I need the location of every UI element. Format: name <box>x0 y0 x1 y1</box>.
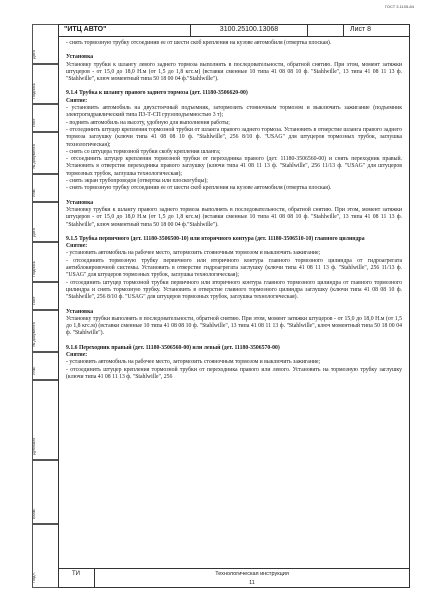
document-code: ТИ <box>58 569 95 588</box>
paragraph-spacer <box>66 193 402 200</box>
stamp-label: № документа <box>31 322 36 347</box>
stamp-cell <box>32 242 58 282</box>
stamp-label: Изм. <box>31 188 36 197</box>
stamp-label: Лист <box>31 118 36 127</box>
paragraph: Установку трубки к шлангу левого заднего тормоза выполнять в последовательности, обратной снятию. При этом, момент затяжки штуцеров - от 15,0 до 18,0 Н.м (от 1,5 до 1,8 кгс.м) (вставки сменные 10 типа 41 08 08 10 ф. "Stahlwille", 13 типа 41 08 11 13 ф. "Stahlwille", ключ моментный типа 50 18 00 04 ф."Stahlwille"). <box>66 61 402 83</box>
stamp-label: Подпись <box>31 261 36 277</box>
version-cell <box>308 24 344 36</box>
stamp-cell <box>32 524 58 588</box>
stamp-label: Дата <box>31 50 36 59</box>
paragraph: - установить автомобиль на рабочее место, затормозить стояночным тормозом и выключить зажигание; <box>66 359 321 366</box>
sheet-number: Лист 8 <box>350 26 372 33</box>
paragraph: - отсоединить тормозную трубку первичного или вторичного контура главного тормозного цилиндра от гидроагрегата антиблокировочной системы. Установить в отверстие гидроагрегата заглушку (ключи типа 41 08 11 13 ф. "Stahlwille", 256 11/13 ф. "USAG" для штуцеров тормозных трубок, заглушка технологическая); <box>66 257 402 279</box>
paragraph: - установить автомобиль на двухстоечный подъемник, затормозить стояночным тормозом и выключить зажигание (подъемник электрогидравлический типа П3-Т-СП грузоподъемностью 3 т); <box>66 105 402 119</box>
organization-name: "ИТЦ АВТО" <box>58 24 191 36</box>
stamp-label: Лист <box>31 296 36 305</box>
left-stamp-block <box>32 24 58 588</box>
stamp-label: Подл. <box>31 572 36 583</box>
paragraph: - снять экран трубопроводов (отвертка или плоскогубцы); <box>66 178 208 185</box>
stamp-label: Изм. <box>31 366 36 375</box>
document-number: 3100.25100.13068 <box>191 24 308 36</box>
paragraph: - снять тормозную трубку отсоединив ее от шести скоб крепления на кузове автомобиля (отвертка плоская). <box>66 185 332 192</box>
paragraph-spacer <box>66 338 402 345</box>
paragraph: - отсоединить штуцер крепления тормозной трубки от переходника правого или левого. Установить на тормозную трубку заглушку (ключи типа 41 08 11 13 ф. "Stahlwille", 256 <box>66 366 402 380</box>
paragraph: - снять тормозную трубку отсоединив ее от шести скоб крепления на кузове автомобиля (отвертка плоская). <box>66 40 332 46</box>
stamp-cell <box>32 174 58 202</box>
section-heading: Снятие: <box>66 243 88 250</box>
title-block-footer <box>58 568 410 588</box>
stamp-label: Подпись <box>31 83 36 99</box>
stamp-label: Взам. <box>31 508 36 519</box>
paragraph: - отсоединить штуцер крепления тормозной трубки от переходника правого (дет. 11180-3506560-00) и снять переходник правый. Установить в отверстие переходника правого заглушку (ключи типа 41 08 11 13 ф. "Stahlwille", 256 11/13 ф. "USAG" для штуцеров тормозных трубок, заглушка технологическая); <box>66 156 402 177</box>
stamp-cell <box>32 310 58 352</box>
paragraph: - установить автомобиль на рабочее место, затормозить стояночным тормозом и выключить зажигание; <box>66 250 321 257</box>
paragraph: - отсоединить штуцер тормозной трубки первичного или вторичного контура главного тормозного цилиндра от главного тормозного цилиндра и снять тормозную трубку. Установить в отверстие главного тормозного цилиндра заглушку (ключи типа 41 08 08 10 ф. "Stahlwille", 256 8/10 ф. "USAG" для штуцеров тормозных трубок, заглушка технологическая). <box>66 279 402 301</box>
page-number: 11 <box>249 580 255 586</box>
stamp-cell <box>32 460 58 524</box>
paragraph-spacer <box>66 229 402 236</box>
section-heading: 9.1.5 Трубка первичного (дет. 11180-3506500-10) или вторичного контура (дет. 11180-3506510-10) главного цилиндра <box>66 235 365 242</box>
section-heading: Снятие: <box>66 97 88 104</box>
paragraph: Установку трубки к шлангу правого заднего тормоза выполнять в последовательности, обратной снятию. При этом, момент затяжки штуцеров - от 15,0 до 18,0 Н.м (от 1,5 до 1,8 кгс.м) (вставки сменные 10 типа 41 08 08 10 ф. "Stahlwille", 13 типа 41 08 11 13 ф. "Stahlwille", ключ моментный типа 50 18 00 04 ф."Stahlwille"). <box>66 206 402 228</box>
title-block-header <box>58 24 410 37</box>
stamp-cell <box>32 352 58 380</box>
stamp-cell <box>32 64 58 104</box>
section-heading: Снятие: <box>66 351 88 358</box>
paragraph: - отсоединить штуцер крепления тормозной трубки от шланга правого заднего тормоза. Установить в отверстие шланга правого заднего тормоза заглушку (ключи типа 41 08 08 10 ф. "Stahlwille", 256 8/10 ф. "USAG" для штуцеров тормозных трубок, заглушка технологическая); <box>66 126 402 148</box>
stamp-cell <box>32 24 58 64</box>
section-heading: Установка <box>66 54 94 61</box>
stamp-cell <box>32 282 58 310</box>
section-heading: 9.1.6 Переходник правый (дет. 11180-3506560-00) или левый (дет. 11180-3506570-00) <box>66 344 280 351</box>
stamp-label: Дубликат <box>31 437 36 455</box>
paragraph: Установку трубки выполнять в последовательности, обратной снятию. При этом, момент затяжки штуцеров - от 15,0 до 18,0 Н.м (от 1,5 до 1,8 кгс.м) (вставки сменные 10 типа 41 08 08 10 ф. "Stahlwille", 13 типа 41 08 11 13 ф. "Stahlwille", ключ моментный типа 50 18 00 04 ф. "Stahlwille"). <box>66 315 402 337</box>
paragraph: - снять со штуцера тормозной трубки скобу крепления шланга; <box>66 148 221 155</box>
section-heading: 9.1.4 Трубка к шлангу правого заднего тормоза (дет. 11180-3506620-00) <box>66 90 248 97</box>
stamp-cell <box>32 132 58 174</box>
gost-reference: ГОСТ 3.1105-84 <box>384 4 414 9</box>
paragraph-spacer <box>66 47 402 54</box>
paragraph-spacer <box>66 302 402 309</box>
stamp-cell <box>32 380 58 460</box>
section-heading: Установка <box>66 199 94 206</box>
stamp-cell <box>32 104 58 132</box>
section-heading: Установка <box>66 308 94 315</box>
stamp-label: № документа <box>31 144 36 169</box>
paragraph: - поднять автомобиль на высоту, удобную для выполнения работы; <box>66 119 230 126</box>
stamp-label: Дата <box>31 228 36 237</box>
stamp-cell <box>32 202 58 242</box>
document-body <box>66 40 402 381</box>
document-type: Технологическая инструкция <box>215 571 289 577</box>
